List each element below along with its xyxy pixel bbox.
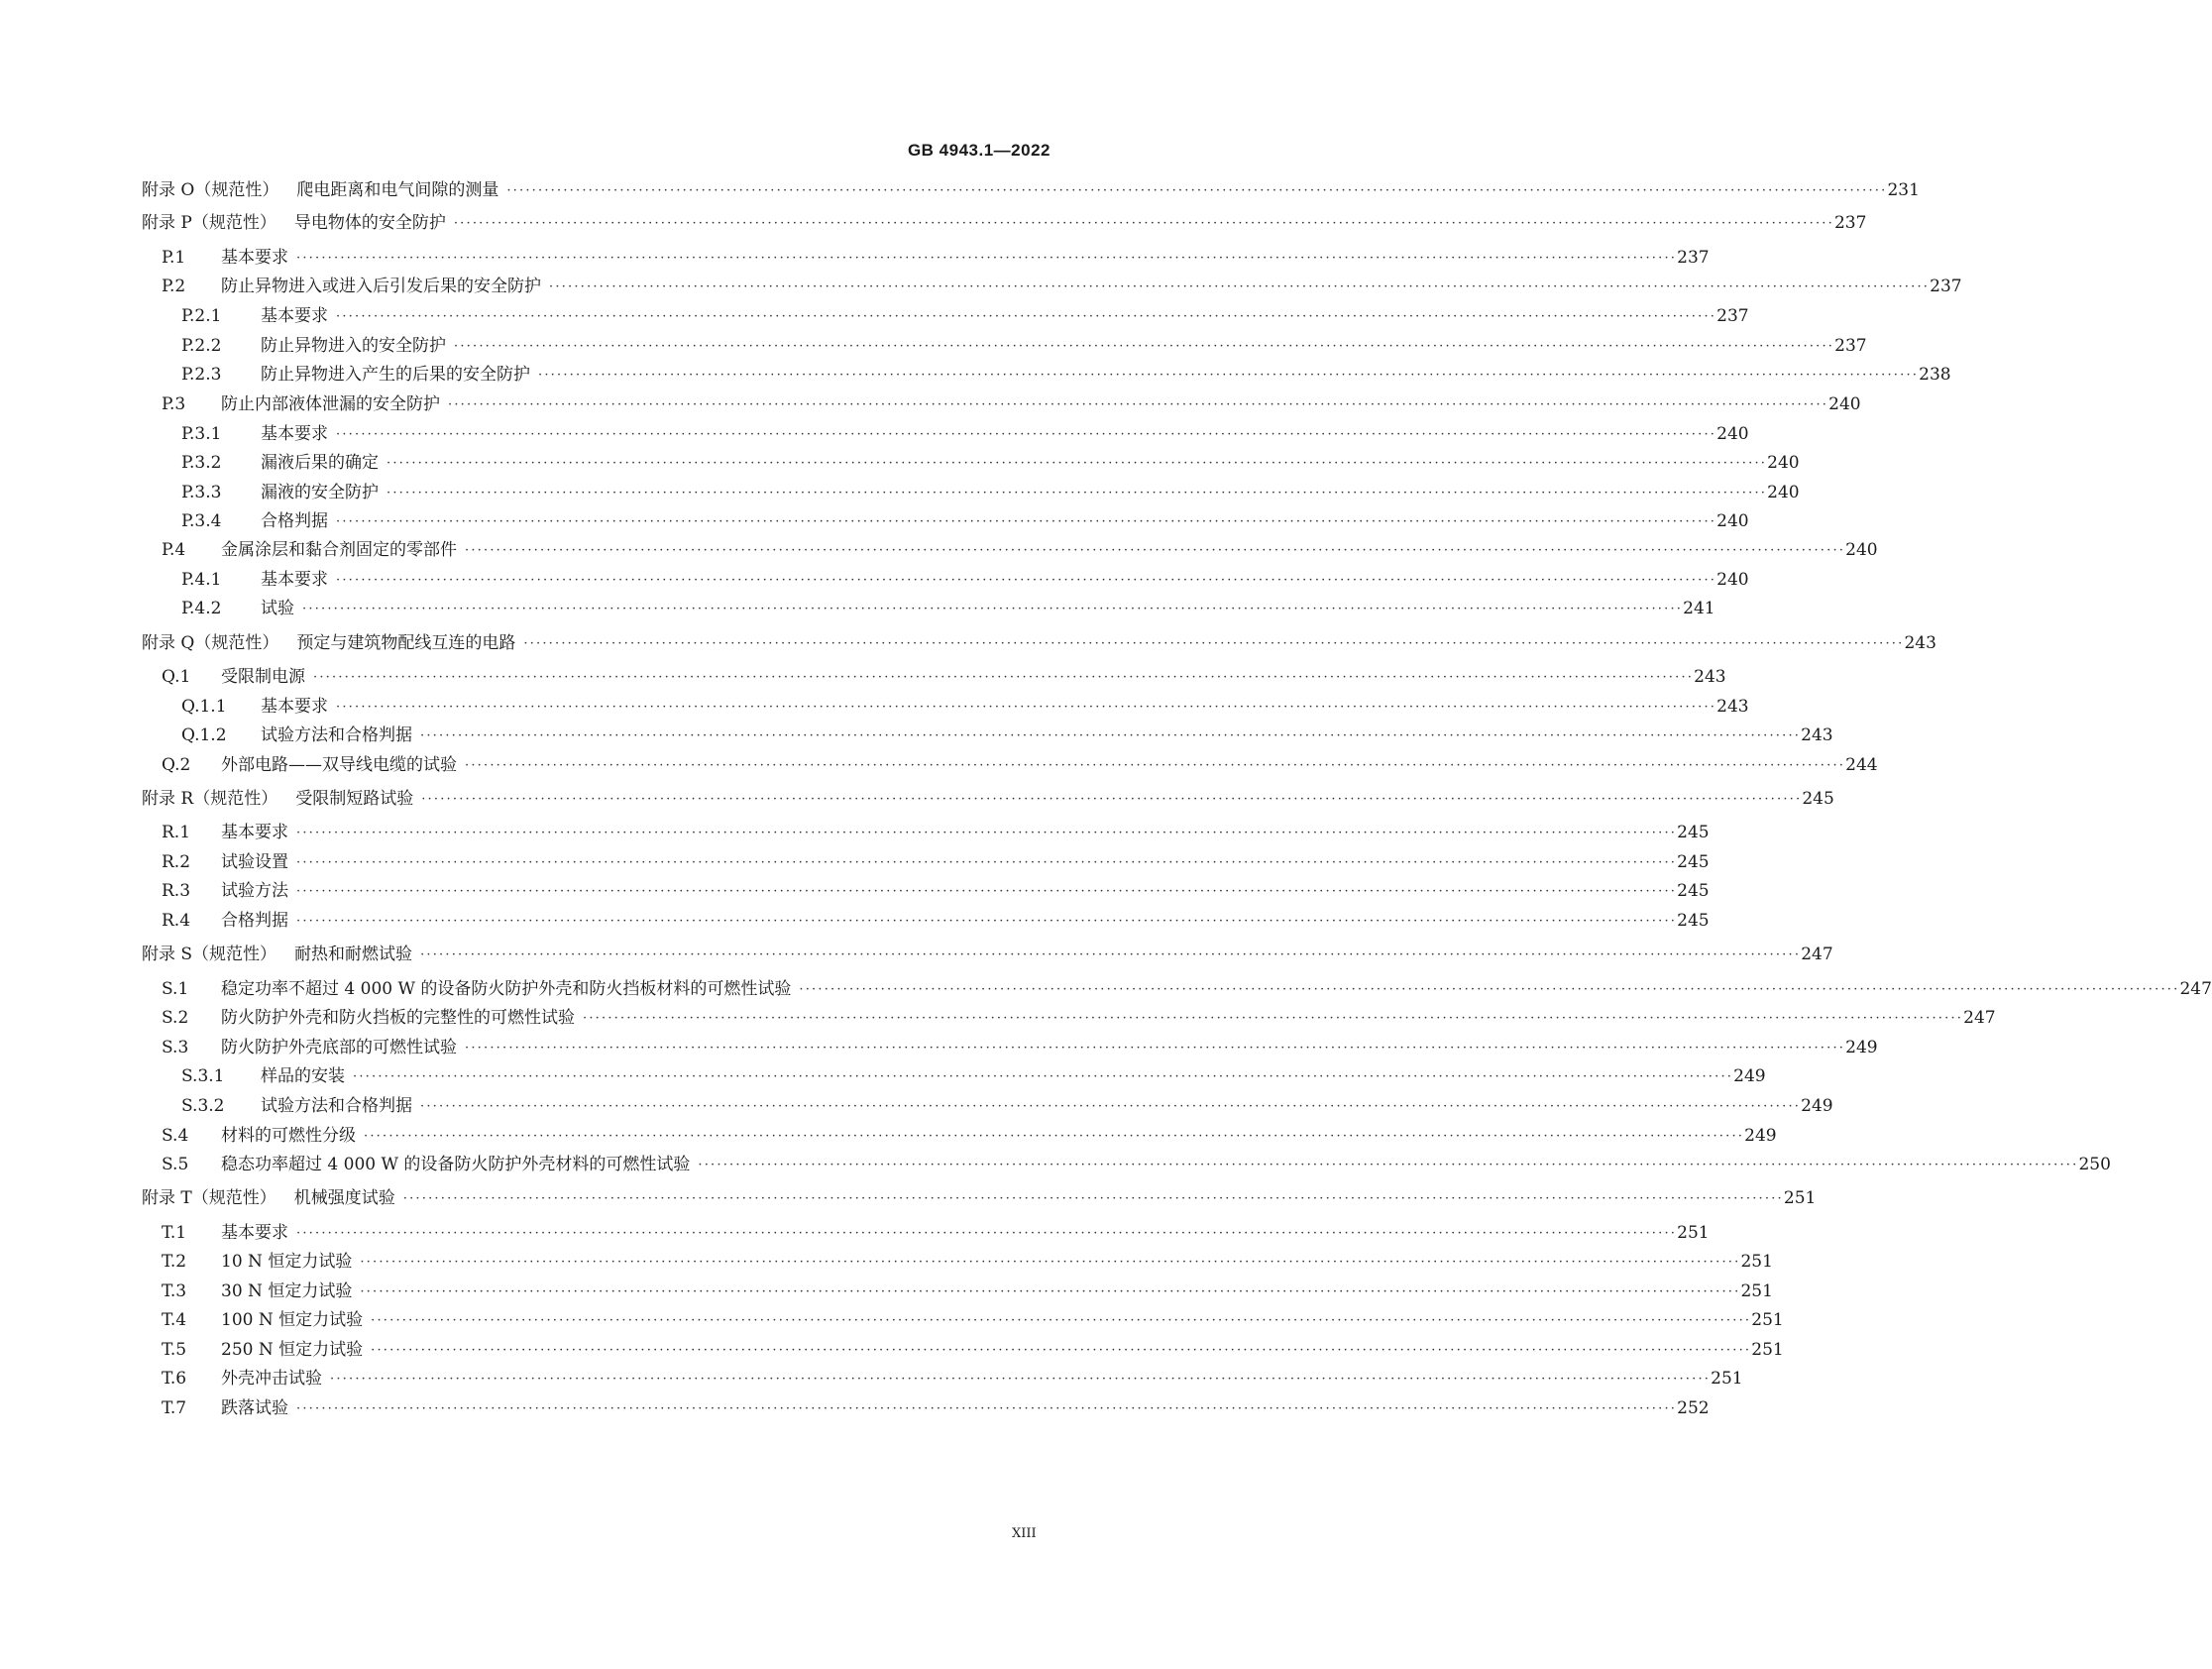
dot-leader: ···························································································································································································································· (506, 183, 1888, 198)
toc-entry-number: R.4 (162, 911, 191, 931)
toc-entry[interactable] (142, 364, 1951, 386)
toc-entry-page: 245 (1677, 852, 1710, 872)
toc-entry[interactable] (142, 1397, 1710, 1419)
toc-entry-number: P.2.1 (181, 306, 222, 326)
toc-entry[interactable] (142, 539, 1878, 561)
toc-entry-title: 10 N 恒定力试验 (221, 1252, 353, 1272)
toc-entry-number: R.1 (162, 823, 191, 842)
dot-leader: ···························································································································································································································· (313, 670, 1695, 685)
toc-entry-number: P.3.4 (181, 511, 222, 531)
toc-entry-page: 237 (1834, 336, 1867, 356)
toc-entry-number: R.3 (162, 881, 191, 901)
toc-entry-title: 合格判据 (261, 511, 328, 531)
dot-leader: ···························································································································································································································· (421, 792, 1803, 807)
toc-entry-title: 基本要求 (261, 697, 328, 717)
dot-leader: ···························································································································································································································· (402, 1191, 1784, 1206)
toc-entry-number: P.1 (162, 248, 186, 268)
toc-entry[interactable] (142, 305, 1749, 327)
dot-leader: ···························································································································································································································· (336, 309, 1717, 324)
toc-entry-number: Q.1 (162, 667, 191, 687)
toc-entry-number: 附录 S（规范性） (142, 945, 277, 964)
toc-entry-page: 237 (1930, 277, 1962, 296)
dot-leader: ···························································································································································································································· (698, 1158, 2079, 1172)
toc-entry-number: 附录 Q（规范性） (142, 633, 279, 653)
toc-entry-page: 240 (1716, 570, 1749, 590)
toc-entry[interactable] (142, 978, 2212, 1000)
toc-entry-page: 249 (1801, 1096, 1833, 1116)
toc-entry[interactable] (142, 880, 1710, 902)
toc-entry[interactable] (142, 754, 1878, 776)
toc-entry[interactable] (142, 423, 1749, 445)
toc-entry-title: 金属涂层和黏合剂固定的零部件 (221, 540, 457, 560)
dot-leader: ···························································································································································································································· (330, 1372, 1712, 1387)
dot-leader: ···························································································································································································································· (360, 1255, 1741, 1270)
toc-entry[interactable] (142, 598, 1715, 619)
toc-entry-title: 试验设置 (221, 852, 288, 872)
toc-entry-number: Q.1.2 (181, 725, 227, 745)
dot-leader: ···························································································································································································································· (336, 427, 1717, 442)
toc-entry-page: 243 (1694, 667, 1726, 687)
dot-leader: ···························································································································································································································· (371, 1343, 1752, 1358)
toc-entry[interactable] (142, 482, 1800, 503)
toc-entry-page: 250 (2078, 1155, 2111, 1174)
dot-leader: ···························································································································································································································· (336, 573, 1717, 588)
toc-entry-page: 251 (1740, 1281, 1773, 1301)
document-id: GB 4943.1—2022 (907, 141, 1051, 160)
dot-leader: ···························································································································································································································· (465, 758, 1846, 773)
toc-entry-page: 247 (1801, 945, 1833, 964)
toc-entry-number: P.4 (162, 540, 186, 560)
toc-entry[interactable] (142, 666, 1726, 688)
toc-entry-page: 238 (1919, 365, 1951, 385)
dot-leader: ···························································································································································································································· (420, 947, 1802, 962)
dot-leader: ···························································································································································································································· (387, 486, 1768, 501)
toc-entry-page: 240 (1828, 394, 1861, 414)
toc-appendix-entry[interactable] (142, 632, 1936, 654)
dot-leader: ···························································································································································································································· (387, 456, 1768, 471)
toc-entry-number: P.2 (162, 277, 186, 296)
toc-entry-page: 252 (1677, 1398, 1710, 1418)
toc-entry[interactable] (142, 1339, 1784, 1361)
toc-appendix-entry[interactable] (142, 212, 1867, 234)
dot-leader: ···························································································································································································································· (296, 855, 1678, 870)
toc-entry-number: S.3.2 (181, 1096, 225, 1116)
toc-entry-number: T.2 (162, 1252, 187, 1272)
dot-leader: ···························································································································································································································· (420, 728, 1802, 743)
toc-entry-title: 试验 (261, 599, 294, 618)
dot-leader: ···························································································································································································································· (523, 636, 1905, 651)
toc-entry-page: 240 (1767, 453, 1800, 473)
toc-entry-number: T.4 (162, 1310, 187, 1330)
toc-entry[interactable] (142, 1309, 1784, 1331)
toc-entry-page: 251 (1751, 1340, 1784, 1360)
dot-leader: ···························································································································································································································· (296, 1226, 1678, 1241)
toc-entry-page: 245 (1677, 911, 1710, 931)
toc-entry-title: 外部电路——双导线电缆的试验 (221, 755, 457, 775)
dot-leader: ···························································································································································································································· (296, 1401, 1678, 1416)
toc-entry-number: S.4 (162, 1126, 189, 1146)
toc-entry-page: 245 (1677, 823, 1710, 842)
dot-leader: ···························································································································································································································· (360, 1284, 1741, 1299)
dot-leader: ···························································································································································································································· (302, 602, 1684, 616)
toc-entry-number: 附录 O（规范性） (142, 180, 279, 200)
toc-entry-title: 稳定功率不超过 4 000 W 的设备防火防护外壳和防火挡板材料的可燃性试验 (221, 979, 792, 999)
dot-leader: ···························································································································································································································· (420, 1099, 1802, 1114)
toc-entry-title: 稳态功率超过 4 000 W 的设备防火防护外壳材料的可燃性试验 (221, 1155, 691, 1174)
dot-leader: ···························································································································································································································· (799, 982, 2180, 997)
toc-entry-title: 材料的可燃性分级 (221, 1126, 356, 1146)
toc-entry[interactable] (142, 393, 1861, 415)
toc-entry[interactable] (142, 724, 1833, 746)
toc-entry-page: 240 (1845, 540, 1878, 560)
toc-entry[interactable] (142, 1368, 1743, 1390)
toc-entry-title: 漏液的安全防护 (261, 483, 379, 502)
toc-entry-title: 基本要求 (221, 248, 288, 268)
toc-entry-number: 附录 P（规范性） (142, 213, 276, 233)
toc-entry-number: T.6 (162, 1369, 187, 1389)
toc-entry[interactable] (142, 452, 1800, 474)
toc-entry-number: S.5 (162, 1155, 189, 1174)
toc-entry-title: 预定与建筑物配线互连的电路 (296, 633, 516, 653)
toc-entry-title: 防止内部液体泄漏的安全防护 (221, 394, 440, 414)
toc-entry[interactable] (142, 335, 1867, 357)
toc-entry[interactable] (142, 910, 1710, 932)
dot-leader: ···························································································································································································································· (296, 914, 1678, 929)
toc-entry-number: S.3.1 (181, 1066, 225, 1086)
toc-entry-page: 240 (1716, 511, 1749, 531)
toc-entry-number: P.2.3 (181, 365, 222, 385)
toc-entry-number: T.3 (162, 1281, 187, 1301)
toc-entry-page: 237 (1833, 213, 1867, 233)
toc-entry-title: 机械强度试验 (293, 1188, 395, 1208)
toc-entry-title: 100 N 恒定力试验 (221, 1310, 364, 1330)
toc-entry-title: 合格判据 (221, 911, 288, 931)
toc-entry[interactable] (142, 1065, 1766, 1087)
toc-appendix-entry[interactable] (142, 944, 1833, 965)
toc-entry-number: P.2.2 (181, 336, 222, 356)
toc-entry-page: 231 (1887, 180, 1920, 200)
toc-entry[interactable] (142, 1280, 1773, 1302)
dot-leader: ···························································································································································································································· (296, 884, 1678, 899)
toc-entry[interactable] (142, 1095, 1833, 1117)
toc-entry-title: 外壳冲击试验 (221, 1369, 322, 1389)
toc-entry[interactable] (142, 276, 1962, 297)
toc-entry-title: 跌落试验 (221, 1398, 288, 1418)
toc-entry-page: 247 (2179, 979, 2212, 999)
toc-entry-title: 防止异物进入产生的后果的安全防护 (261, 365, 530, 385)
toc-entry-title: 防火防护外壳底部的可燃性试验 (221, 1038, 457, 1057)
dot-leader: ···························································································································································································································· (448, 397, 1829, 412)
toc-entry-page: 245 (1677, 881, 1710, 901)
toc-entry-title: 耐热和耐燃试验 (294, 945, 413, 964)
toc-entry-page: 249 (1733, 1066, 1766, 1086)
page-number: XIII (1012, 1526, 1037, 1541)
toc-entry-number: 附录 T（规范性） (142, 1188, 276, 1208)
toc-entry-page: 241 (1683, 599, 1715, 618)
dot-leader: ···························································································································································································································· (465, 1041, 1846, 1056)
toc-entry-page: 243 (1716, 697, 1749, 717)
toc-entry-number: P.3.2 (181, 453, 222, 473)
dot-leader: ···························································································································································································································· (454, 339, 1835, 354)
toc-entry[interactable] (142, 822, 1710, 843)
toc-entry-title: 防止异物进入或进入后引发后果的安全防护 (221, 277, 541, 296)
dot-leader: ···························································································································································································································· (453, 216, 1834, 231)
toc-entry-title: 受限制短路试验 (295, 789, 414, 809)
toc-entry[interactable] (142, 1251, 1773, 1273)
toc-entry-number: T.5 (162, 1340, 187, 1360)
toc-entry-title: 漏液后果的确定 (261, 453, 379, 473)
toc-entry[interactable] (142, 510, 1749, 532)
dot-leader: ···························································································································································································································· (353, 1069, 1734, 1084)
toc-entry-page: 251 (1711, 1369, 1743, 1389)
dot-leader: ···························································································································································································································· (371, 1313, 1752, 1328)
dot-leader: ···························································································································································································································· (538, 368, 1920, 383)
toc-entry-page: 251 (1677, 1223, 1710, 1243)
toc-entry-page: 251 (1783, 1188, 1817, 1208)
toc-entry[interactable] (142, 1125, 1777, 1147)
toc-entry-number: Q.2 (162, 755, 191, 775)
toc-appendix-entry[interactable] (142, 179, 1920, 201)
toc-entry-title: 基本要求 (261, 570, 328, 590)
dot-leader: ···························································································································································································································· (465, 543, 1846, 558)
toc-entry[interactable] (142, 569, 1749, 591)
toc-entry-page: 244 (1845, 755, 1878, 775)
toc-entry[interactable] (142, 247, 1710, 269)
toc-entry-title: 防止异物进入的安全防护 (261, 336, 446, 356)
toc-entry-title: 受限制电源 (221, 667, 305, 687)
toc-entry-title: 爬电距离和电气间隙的测量 (296, 180, 499, 200)
dot-leader: ···························································································································································································································· (583, 1011, 1964, 1026)
dot-leader: ···························································································································································································································· (549, 279, 1931, 294)
toc-entry-number: S.3 (162, 1038, 189, 1057)
toc-entry[interactable] (142, 851, 1710, 873)
dot-leader: ···························································································································································································································· (364, 1129, 1745, 1144)
toc-entry-title: 基本要求 (221, 823, 288, 842)
toc-entry-title: 试验方法和合格判据 (261, 725, 412, 745)
toc-entry-page: 251 (1740, 1252, 1773, 1272)
toc-entry-number: T.7 (162, 1398, 187, 1418)
toc-entry-page: 240 (1716, 424, 1749, 444)
toc-entry-page: 237 (1716, 306, 1749, 326)
toc-entry-title: 试验方法和合格判据 (261, 1096, 412, 1116)
dot-leader: ···························································································································································································································· (336, 700, 1717, 715)
toc-entry-page: 249 (1845, 1038, 1878, 1057)
toc-entry-number: T.1 (162, 1223, 187, 1243)
toc-entry-title: 基本要求 (261, 306, 328, 326)
toc-entry[interactable] (142, 1222, 1710, 1244)
toc-entry-title: 试验方法 (221, 881, 288, 901)
toc-entry-number: P.4.2 (181, 599, 222, 618)
toc-entry-number: P.3.1 (181, 424, 222, 444)
dot-leader: ···························································································································································································································· (296, 251, 1678, 266)
toc-entry-title: 样品的安装 (261, 1066, 345, 1086)
toc-entry-number: S.1 (162, 979, 189, 999)
toc-entry-number: Q.1.1 (181, 697, 227, 717)
toc-entry[interactable] (142, 1037, 1878, 1058)
toc-entry-number: S.2 (162, 1008, 189, 1028)
toc-entry-number: R.2 (162, 852, 191, 872)
toc-entry-number: P.3 (162, 394, 186, 414)
toc-entry-page: 237 (1677, 248, 1710, 268)
toc-entry-page: 240 (1767, 483, 1800, 502)
toc-entry[interactable] (142, 1007, 1996, 1029)
toc-entry-page: 245 (1802, 789, 1834, 809)
toc-entry-title: 基本要求 (261, 424, 328, 444)
toc-entry-page: 249 (1744, 1126, 1777, 1146)
toc-entry-page: 251 (1751, 1310, 1784, 1330)
dot-leader: ···························································································································································································································· (336, 514, 1717, 529)
toc-entry-title: 防火防护外壳和防火挡板的完整性的可燃性试验 (221, 1008, 575, 1028)
toc-appendix-entry[interactable] (142, 788, 1834, 810)
toc-entry-number: P.4.1 (181, 570, 222, 590)
toc-entry-page: 243 (1904, 633, 1936, 653)
toc-appendix-entry[interactable] (142, 1187, 1817, 1209)
toc-entry-title: 导电物体的安全防护 (293, 213, 446, 233)
toc-entry-title: 30 N 恒定力试验 (221, 1281, 353, 1301)
toc-entry[interactable] (142, 696, 1749, 718)
toc-entry-page: 243 (1801, 725, 1833, 745)
toc-entry-number: P.3.3 (181, 483, 222, 502)
toc-entry[interactable] (142, 1154, 2111, 1175)
dot-leader: ···························································································································································································································· (296, 826, 1678, 840)
toc-entry-title: 基本要求 (221, 1223, 288, 1243)
toc-entry-page: 247 (1963, 1008, 1996, 1028)
toc-entry-title: 250 N 恒定力试验 (221, 1340, 364, 1360)
toc-entry-number: 附录 R（规范性） (142, 789, 278, 809)
